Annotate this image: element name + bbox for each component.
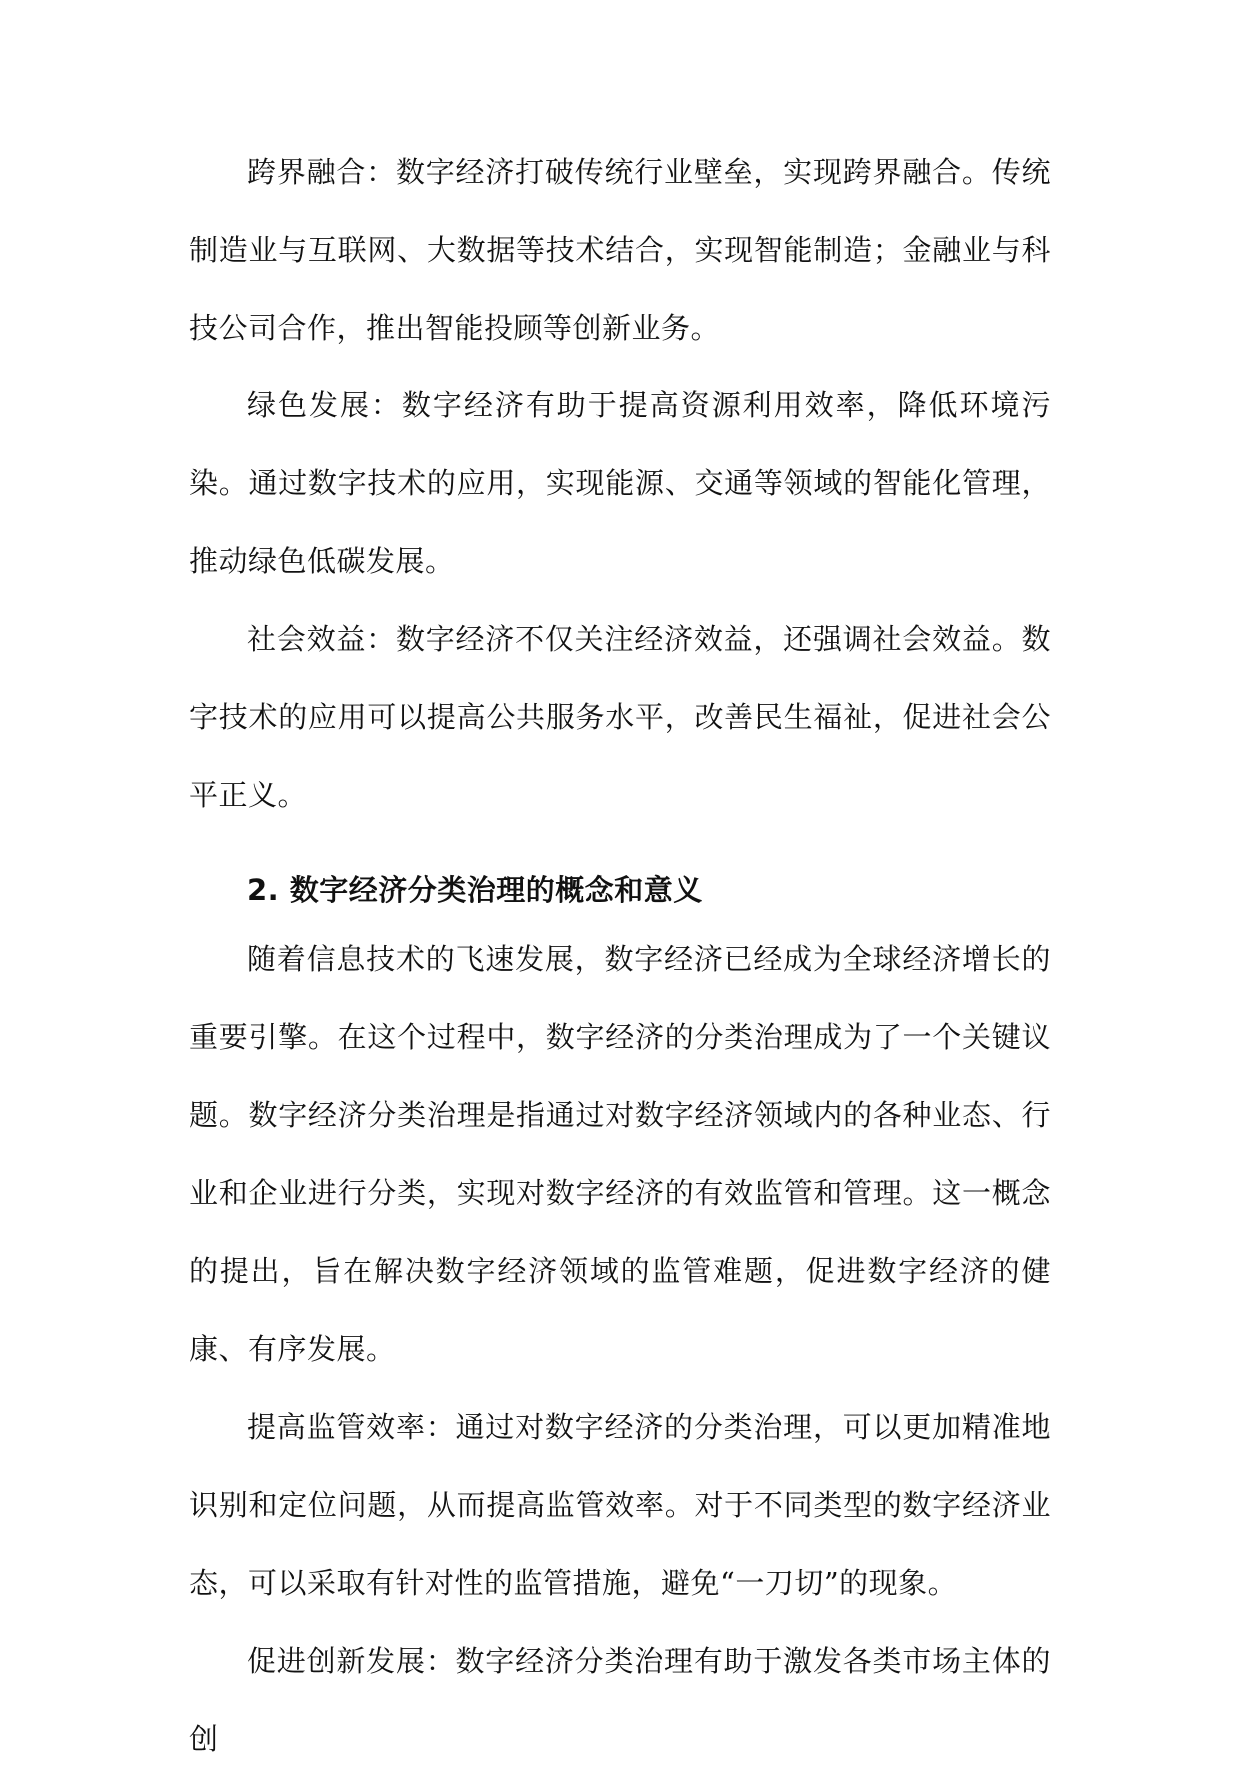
paragraph-classification-concept: 随着信息技术的飞速发展，数字经济已经成为全球经济增长的重要引擎。在这个过程中，数字经济的分类治理成为了一个关键议题。数字经济分类治理是指通过对数字经济领域内的各种业态、行业和企业进行分类，实现对数字经济的有效监管和管理。这一概念的提出，旨在解决数字经济领域的监管难题，促进数字经济的健康、有序发展。 — [189, 942, 1051, 1366]
paragraph-cross-border-integration: 跨界融合：数字经济打破传统行业壁垒，实现跨界融合。传统制造业与互联网、大数据等技术结合，实现智能制造；金融业与科技公司合作，推出智能投顾等创新业务。 — [189, 155, 1051, 345]
section-heading: 2. 数字经济分类治理的概念和意义 — [247, 873, 703, 907]
paragraph-innovation-development: 促进创新发展：数字经济分类治理有助于激发各类市场主体的创 — [189, 1644, 1051, 1756]
paragraph-green-development: 绿色发展：数字经济有助于提高资源利用效率，降低环境污染。通过数字技术的应用，实现能源、交通等领域的智能化管理，推动绿色低碳发展。 — [189, 388, 1051, 578]
paragraph-social-benefits: 社会效益：数字经济不仅关注经济效益，还强调社会效益。数字技术的应用可以提高公共服务水平，改善民生福祉，促进社会公平正义。 — [189, 622, 1051, 812]
paragraph-regulatory-efficiency: 提高监管效率：通过对数字经济的分类治理，可以更加精准地识别和定位问题，从而提高监管效率。对于不同类型的数字经济业态，可以采取有针对性的监管措施，避免“一刀切”的现象。 — [189, 1410, 1051, 1600]
